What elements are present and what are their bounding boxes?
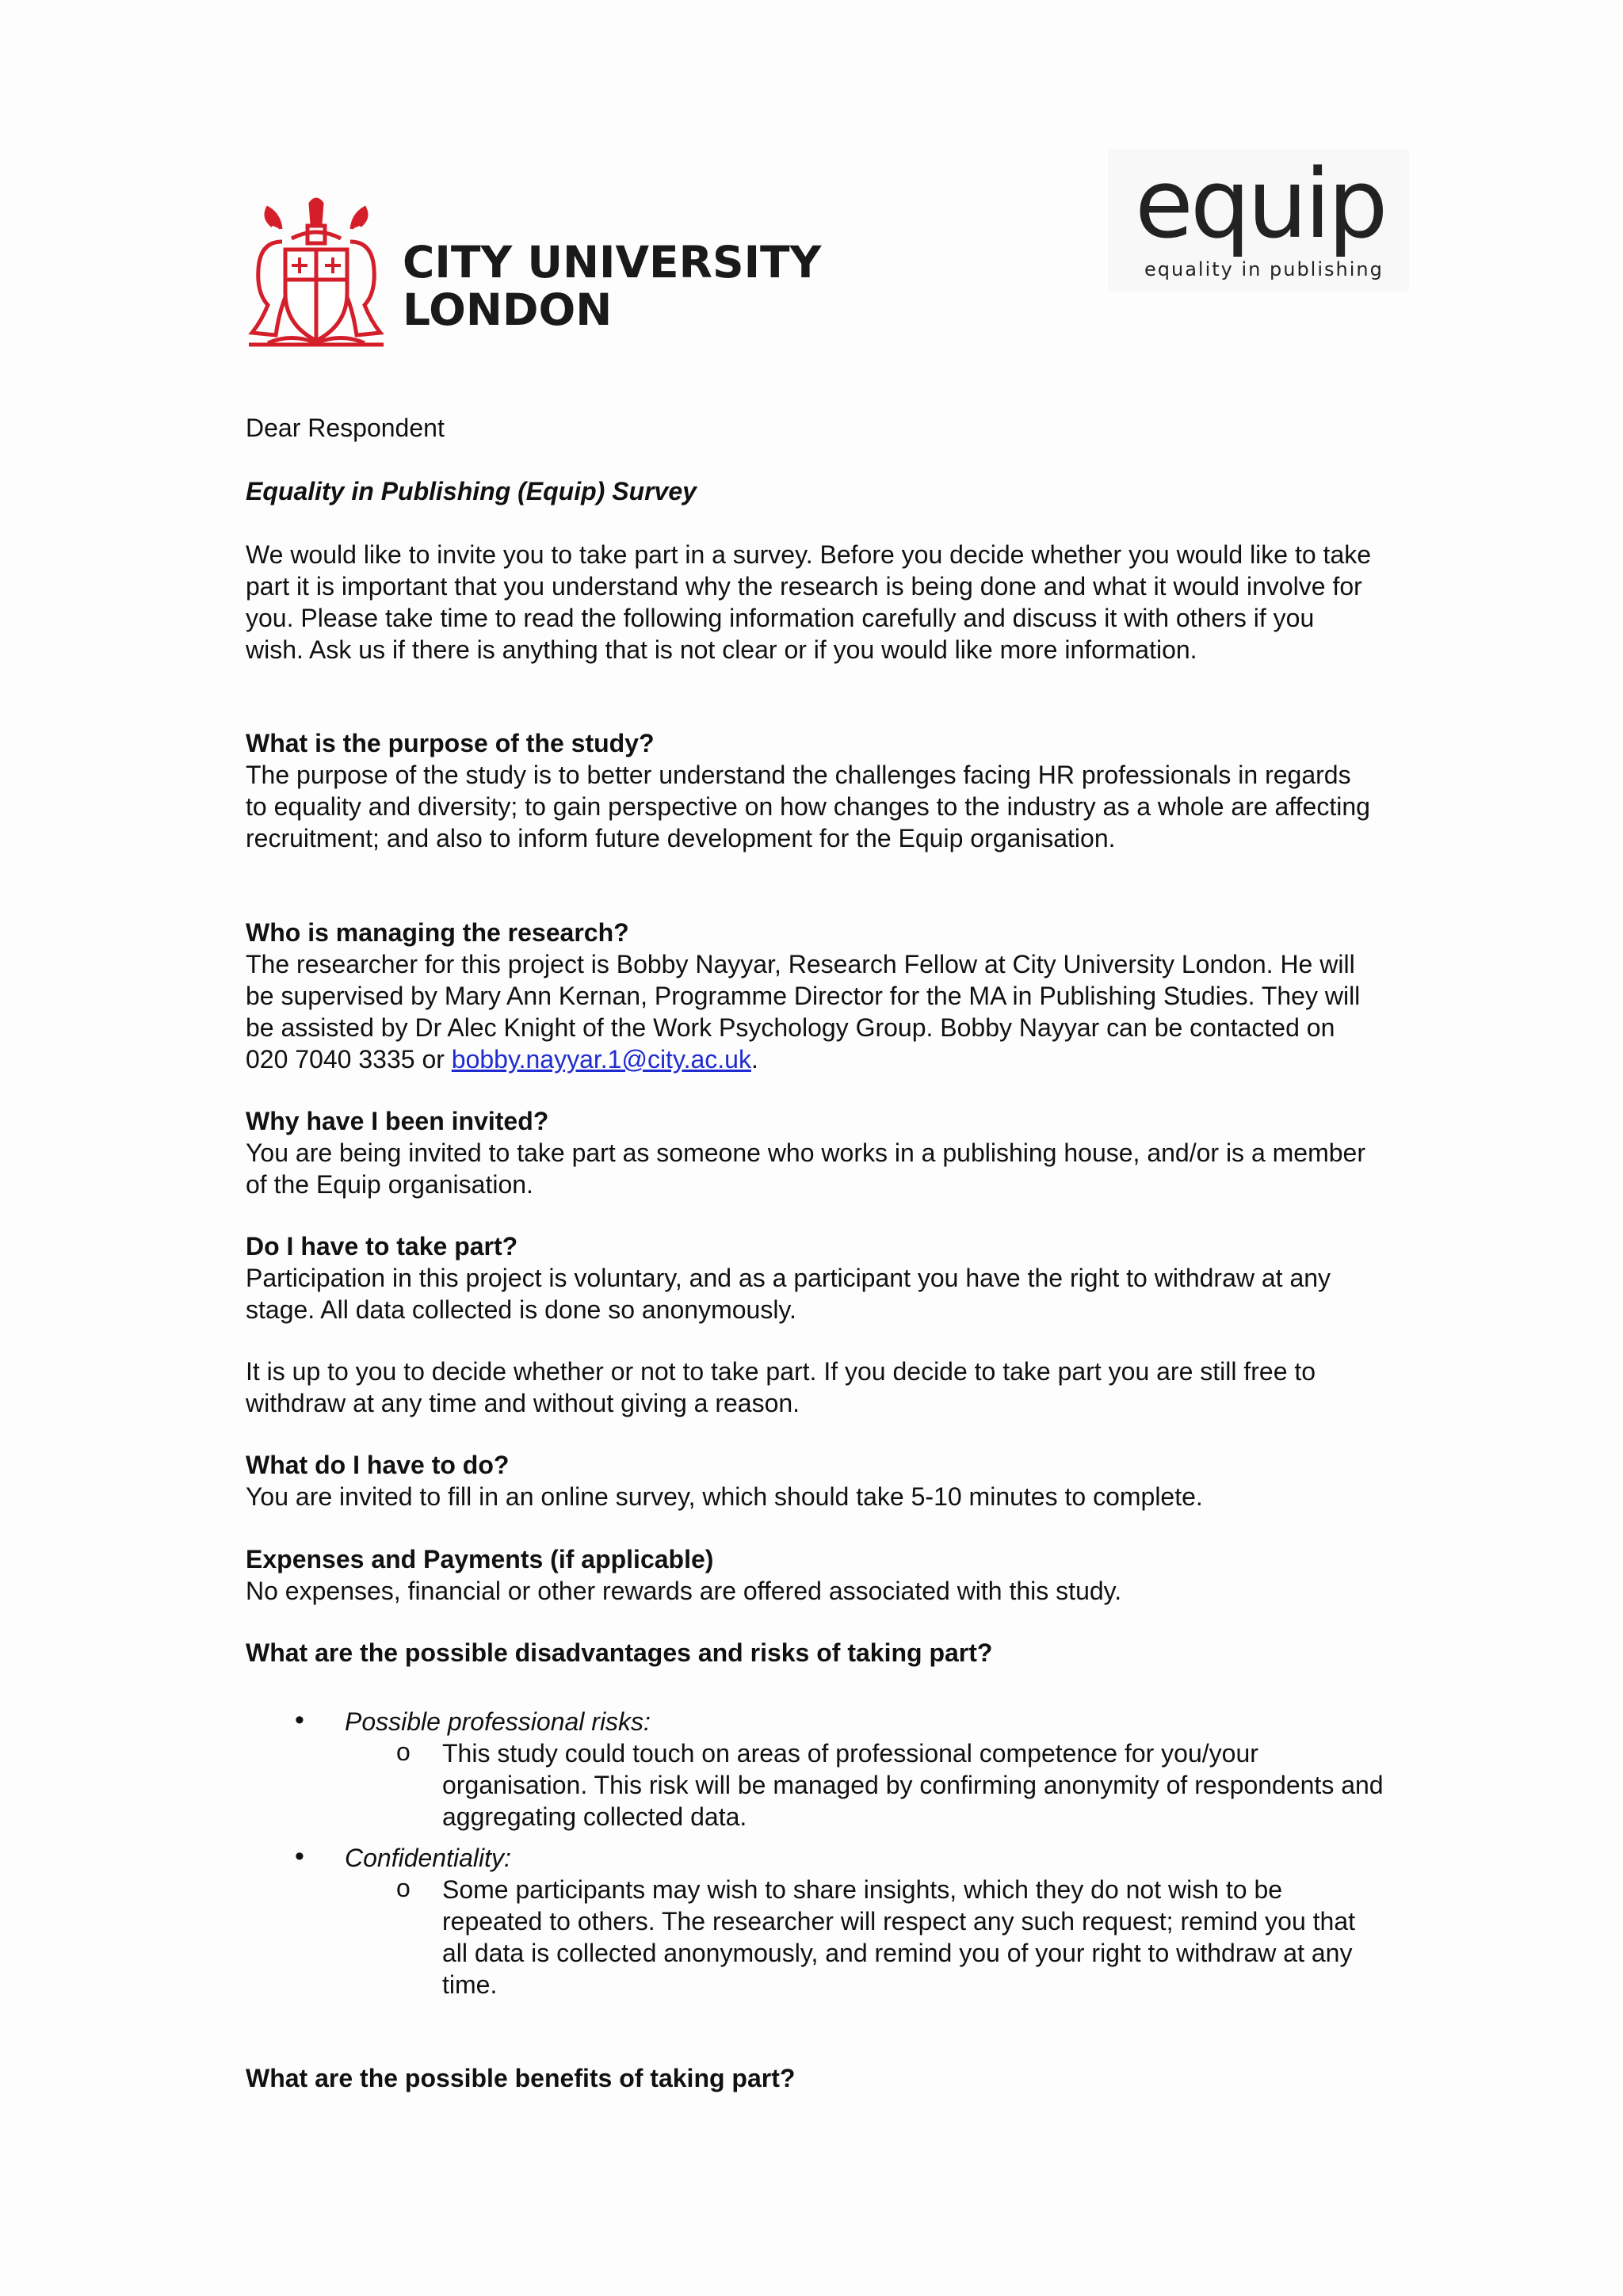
managing-text: The researcher for this project is Bobby Nayyar, Research Fellow at City University London. He will be supervised by Mary Ann Kernan, Programme Director for the MA in Publishing Studies. They will be assisted by Dr Alec Knight of the Work Psychology Group. Bobby Nayyar can be contacted on 020 7040 3335 or <box>246 950 1361 1074</box>
managing-body <box>246 948 1379 1075</box>
purpose-heading: What is the purpose of the study? <box>246 729 655 757</box>
managing-heading: Who is managing the research? <box>246 918 629 947</box>
survey-title: Equality in Publishing (Equip) Survey <box>246 477 697 505</box>
sub-bullet-icon: o <box>396 1874 411 1902</box>
risk-item-1-label: Possible professional risks: <box>345 1707 651 1736</box>
todo-body: You are invited to fill in an online survey, which should take 5-10 minutes to complete. <box>246 1482 1203 1511</box>
sub-bullet-icon: o <box>396 1737 411 1766</box>
purpose-body: The purpose of the study is to better understand the challenges facing HR professionals in regards to equality and diversity; to gain perspective on how changes to the industry as a whole are affecting recruitment; and also to inform future development for the Equip organisation. <box>246 761 1370 852</box>
risks-heading: What are the possible disadvantages and risks of taking part? <box>246 1638 993 1667</box>
equip-wordmark: equip <box>1135 150 1385 260</box>
invited-heading: Why have I been invited? <box>246 1107 549 1135</box>
city-name-line1: CITY UNIVERSITY <box>403 237 822 288</box>
risk-item-2-detail: Some participants may wish to share insights, which they do not wish to be repeated to others. The researcher will respect any such request; remind you that all data is collected anonymously, and remind you of your right to withdraw at any time. <box>442 1875 1356 1999</box>
invited-body: You are being invited to take part as someone who works in a publishing house, and/or is a member of the Equip organisation. <box>246 1138 1365 1199</box>
bullet-icon: • <box>295 1705 304 1735</box>
city-crest-icon <box>244 194 388 349</box>
risk-item-1-detail: This study could touch on areas of professional competence for you/your organisation. This risk will be managed by confirming anonymity of respondents and aggregating collected data. <box>442 1739 1384 1831</box>
expenses-body: No expenses, financial or other rewards are offered associated with this study. <box>246 1577 1122 1605</box>
researcher-email-link[interactable]: bobby.nayyar.1@city.ac.uk <box>451 1045 751 1074</box>
city-university-name <box>403 238 821 334</box>
take-part-body-2: It is up to you to decide whether or not to take part. If you decide to take part you are still free to withdraw at any time and without giving a reason. <box>246 1357 1316 1417</box>
expenses-heading: Expenses and Payments (if applicable) <box>246 1545 714 1573</box>
equip-tagline: equality in publishing <box>1144 258 1384 280</box>
city-name-line2: LONDON <box>403 284 613 335</box>
take-part-body: Participation in this project is voluntary, and as a participant you have the right to withdraw at any stage. All data collected is done so anonymously. <box>246 1264 1331 1324</box>
managing-text-end: . <box>750 1045 758 1074</box>
city-university-logo <box>244 194 822 349</box>
todo-heading: What do I have to do? <box>246 1451 510 1479</box>
salutation: Dear Respondent <box>246 414 445 442</box>
take-part-heading: Do I have to take part? <box>246 1232 518 1261</box>
risk-item-2-label: Confidentiality: <box>345 1844 511 1872</box>
intro-paragraph: We would like to invite you to take part in a survey. Before you decide whether you would like to take part it is important that you understand why the research is being done and what it would involve for you. Please take time to read the following information carefully and discuss it with others if you wish. Ask us if there is anything that is not clear or if you would like more information. <box>246 540 1372 664</box>
bullet-icon: • <box>295 1841 304 1871</box>
benefits-heading: What are the possible benefits of taking part? <box>246 2064 796 2092</box>
equip-logo <box>1108 149 1409 292</box>
